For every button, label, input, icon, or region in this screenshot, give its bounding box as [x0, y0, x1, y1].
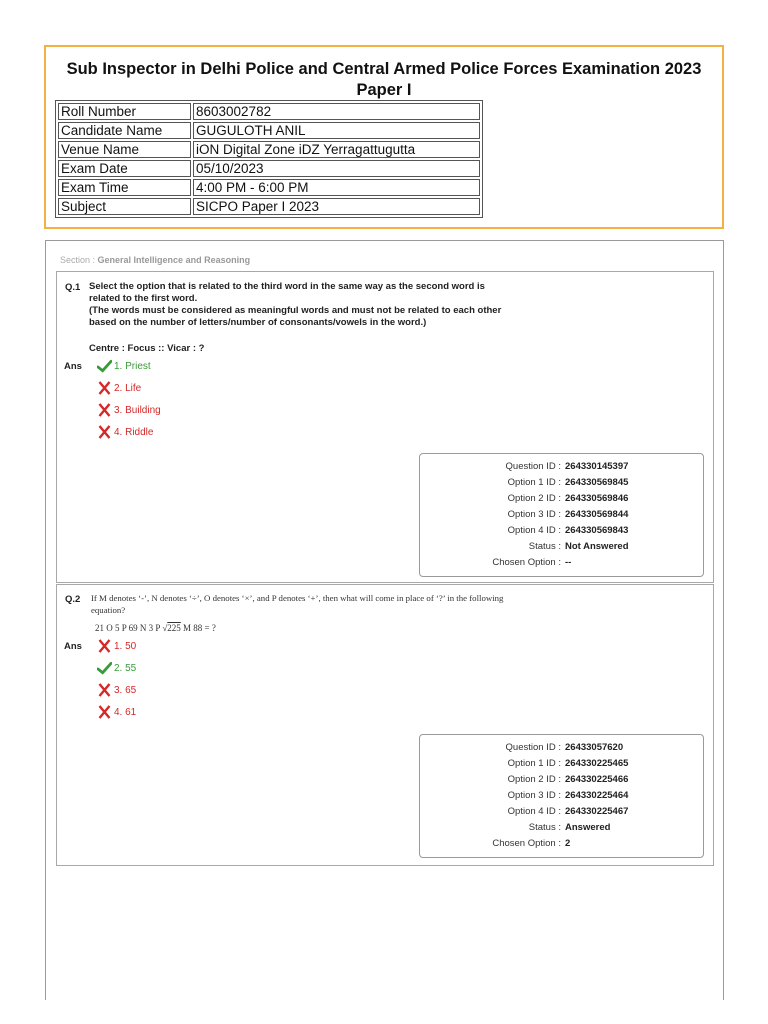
meta-value: 264330225466	[565, 774, 629, 785]
meta-option4-id	[420, 806, 703, 822]
meta-question-id	[420, 461, 703, 477]
meta-value: 264330569845	[565, 477, 629, 488]
meta-value: 264330569846	[565, 493, 629, 504]
meta-key: Question ID :	[505, 742, 561, 753]
meta-value: 264330569844	[565, 509, 629, 520]
ans-label: Ans	[64, 641, 82, 652]
stem-after: M 88 = ?	[180, 623, 216, 633]
meta-chosen-option	[420, 557, 703, 573]
exam-title	[46, 59, 722, 101]
table-row	[58, 141, 480, 158]
meta-key: Status :	[528, 822, 561, 833]
meta-key: Option 4 ID :	[507, 525, 561, 536]
option-1	[97, 639, 136, 653]
question-text	[91, 592, 531, 616]
option-label: 2. Life	[114, 382, 142, 394]
meta-key: Question ID :	[505, 461, 561, 472]
meta-option1-id	[420, 758, 703, 774]
question-number: Q.1	[65, 282, 81, 293]
meta-question-id	[420, 742, 703, 758]
option-1	[97, 359, 151, 373]
subject-label: Subject	[58, 198, 191, 215]
option-label: 1. 50	[114, 640, 137, 652]
chosen-option-value: 2	[565, 838, 571, 849]
option-label: 4. Riddle	[114, 426, 154, 438]
table-row	[58, 198, 480, 215]
meta-key: Chosen Option :	[492, 557, 561, 568]
meta-chosen-option	[420, 838, 703, 854]
question-text-line: equation?	[91, 605, 126, 615]
question-meta-box	[419, 453, 704, 577]
candidate-name-label: Candidate Name	[58, 122, 191, 139]
meta-option2-id	[420, 493, 703, 509]
option-label: 3. Building	[114, 404, 161, 416]
table-row	[58, 122, 480, 139]
venue-name-label: Venue Name	[58, 141, 191, 158]
table-row	[58, 103, 480, 120]
meta-key: Status :	[528, 541, 561, 552]
exam-date-value: 05/10/2023	[193, 160, 480, 177]
option-label: 2. 55	[114, 662, 137, 674]
table-row	[58, 179, 480, 196]
question-block-2	[56, 584, 714, 866]
cross-icon	[97, 381, 112, 395]
exam-date-label: Exam Date	[58, 160, 191, 177]
meta-key: Option 3 ID :	[507, 790, 561, 801]
check-icon	[97, 661, 112, 675]
meta-option3-id	[420, 509, 703, 525]
meta-key: Option 2 ID :	[507, 493, 561, 504]
question-text-line: (The words must be considered as meaningful words and must not be related to each other	[89, 305, 502, 316]
ans-label: Ans	[64, 361, 82, 372]
meta-value: 264330145397	[565, 461, 629, 472]
question-meta-box	[419, 734, 704, 858]
meta-key: Option 3 ID :	[507, 509, 561, 520]
option-4	[97, 425, 153, 439]
option-2	[97, 381, 141, 395]
roll-number-value: 8603002782	[193, 103, 480, 120]
exam-title-line1: Sub Inspector in Delhi Police and Central Armed Police Forces Examination 2023	[66, 60, 702, 78]
option-label: 4. 61	[114, 706, 137, 718]
venue-name-value: iON Digital Zone iDZ Yerragattugutta	[193, 141, 480, 158]
option-4	[97, 705, 136, 719]
meta-value: 264330569843	[565, 525, 629, 536]
meta-value: 264330225465	[565, 758, 629, 769]
option-label: 3. 65	[114, 684, 137, 696]
option-3	[97, 403, 161, 417]
table-row	[58, 160, 480, 177]
meta-option1-id	[420, 477, 703, 493]
check-icon	[97, 359, 112, 373]
option-2	[97, 661, 136, 675]
meta-key: Chosen Option :	[492, 838, 561, 849]
roll-number-label: Roll Number	[58, 103, 191, 120]
subject-value: SICPO Paper I 2023	[193, 198, 480, 215]
meta-key: Option 4 ID :	[507, 806, 561, 817]
question-stem: Centre : Focus :: Vicar : ?	[89, 343, 205, 354]
question-text	[89, 281, 529, 329]
question-text-line: related to the first word.	[89, 293, 198, 304]
meta-option4-id	[420, 525, 703, 541]
section-name: General Intelligence and Reasoning	[97, 255, 251, 265]
exam-time-value: 4:00 PM - 6:00 PM	[193, 179, 480, 196]
meta-value: 264330225464	[565, 790, 629, 801]
candidate-info-table	[55, 100, 483, 218]
cross-icon	[97, 705, 112, 719]
status-value: Not Answered	[565, 541, 629, 552]
meta-key: Option 1 ID :	[507, 477, 561, 488]
option-3	[97, 683, 136, 697]
meta-value: 26433057620	[565, 742, 624, 753]
meta-key: Option 1 ID :	[507, 758, 561, 769]
question-stem	[95, 623, 216, 633]
cross-icon	[97, 425, 112, 439]
cross-icon	[97, 639, 112, 653]
cross-icon	[97, 403, 112, 417]
section-label	[60, 255, 250, 265]
question-text-line: If M denotes ‘-’, N denotes ‘÷’, O denotes ‘×’, and P denotes ‘+’, then what will come in place of ‘?’ in the following	[91, 593, 504, 603]
status-value: Answered	[565, 822, 611, 833]
stem-radicand: 225	[167, 623, 181, 633]
exam-title-line2: Paper I	[356, 81, 412, 99]
meta-status	[420, 822, 703, 838]
candidate-name-value: GUGULOTH ANIL	[193, 122, 480, 139]
question-block-1	[56, 271, 714, 583]
question-text-line: Select the option that is related to the third word in the same way as the second word is	[89, 281, 485, 292]
question-number: Q.2	[65, 594, 81, 605]
meta-key: Option 2 ID :	[507, 774, 561, 785]
section-prefix: Section :	[60, 255, 98, 265]
exam-time-label: Exam Time	[58, 179, 191, 196]
meta-status	[420, 541, 703, 557]
option-label: 1. Priest	[114, 360, 151, 372]
meta-option2-id	[420, 774, 703, 790]
question-text-line: based on the number of letters/number of consonants/vowels in the word.)	[89, 317, 427, 328]
meta-value: 264330225467	[565, 806, 629, 817]
meta-option3-id	[420, 790, 703, 806]
cross-icon	[97, 683, 112, 697]
chosen-option-value: --	[565, 557, 572, 568]
stem-before: 21 O 5 P 69 N 3 P √	[95, 623, 168, 633]
